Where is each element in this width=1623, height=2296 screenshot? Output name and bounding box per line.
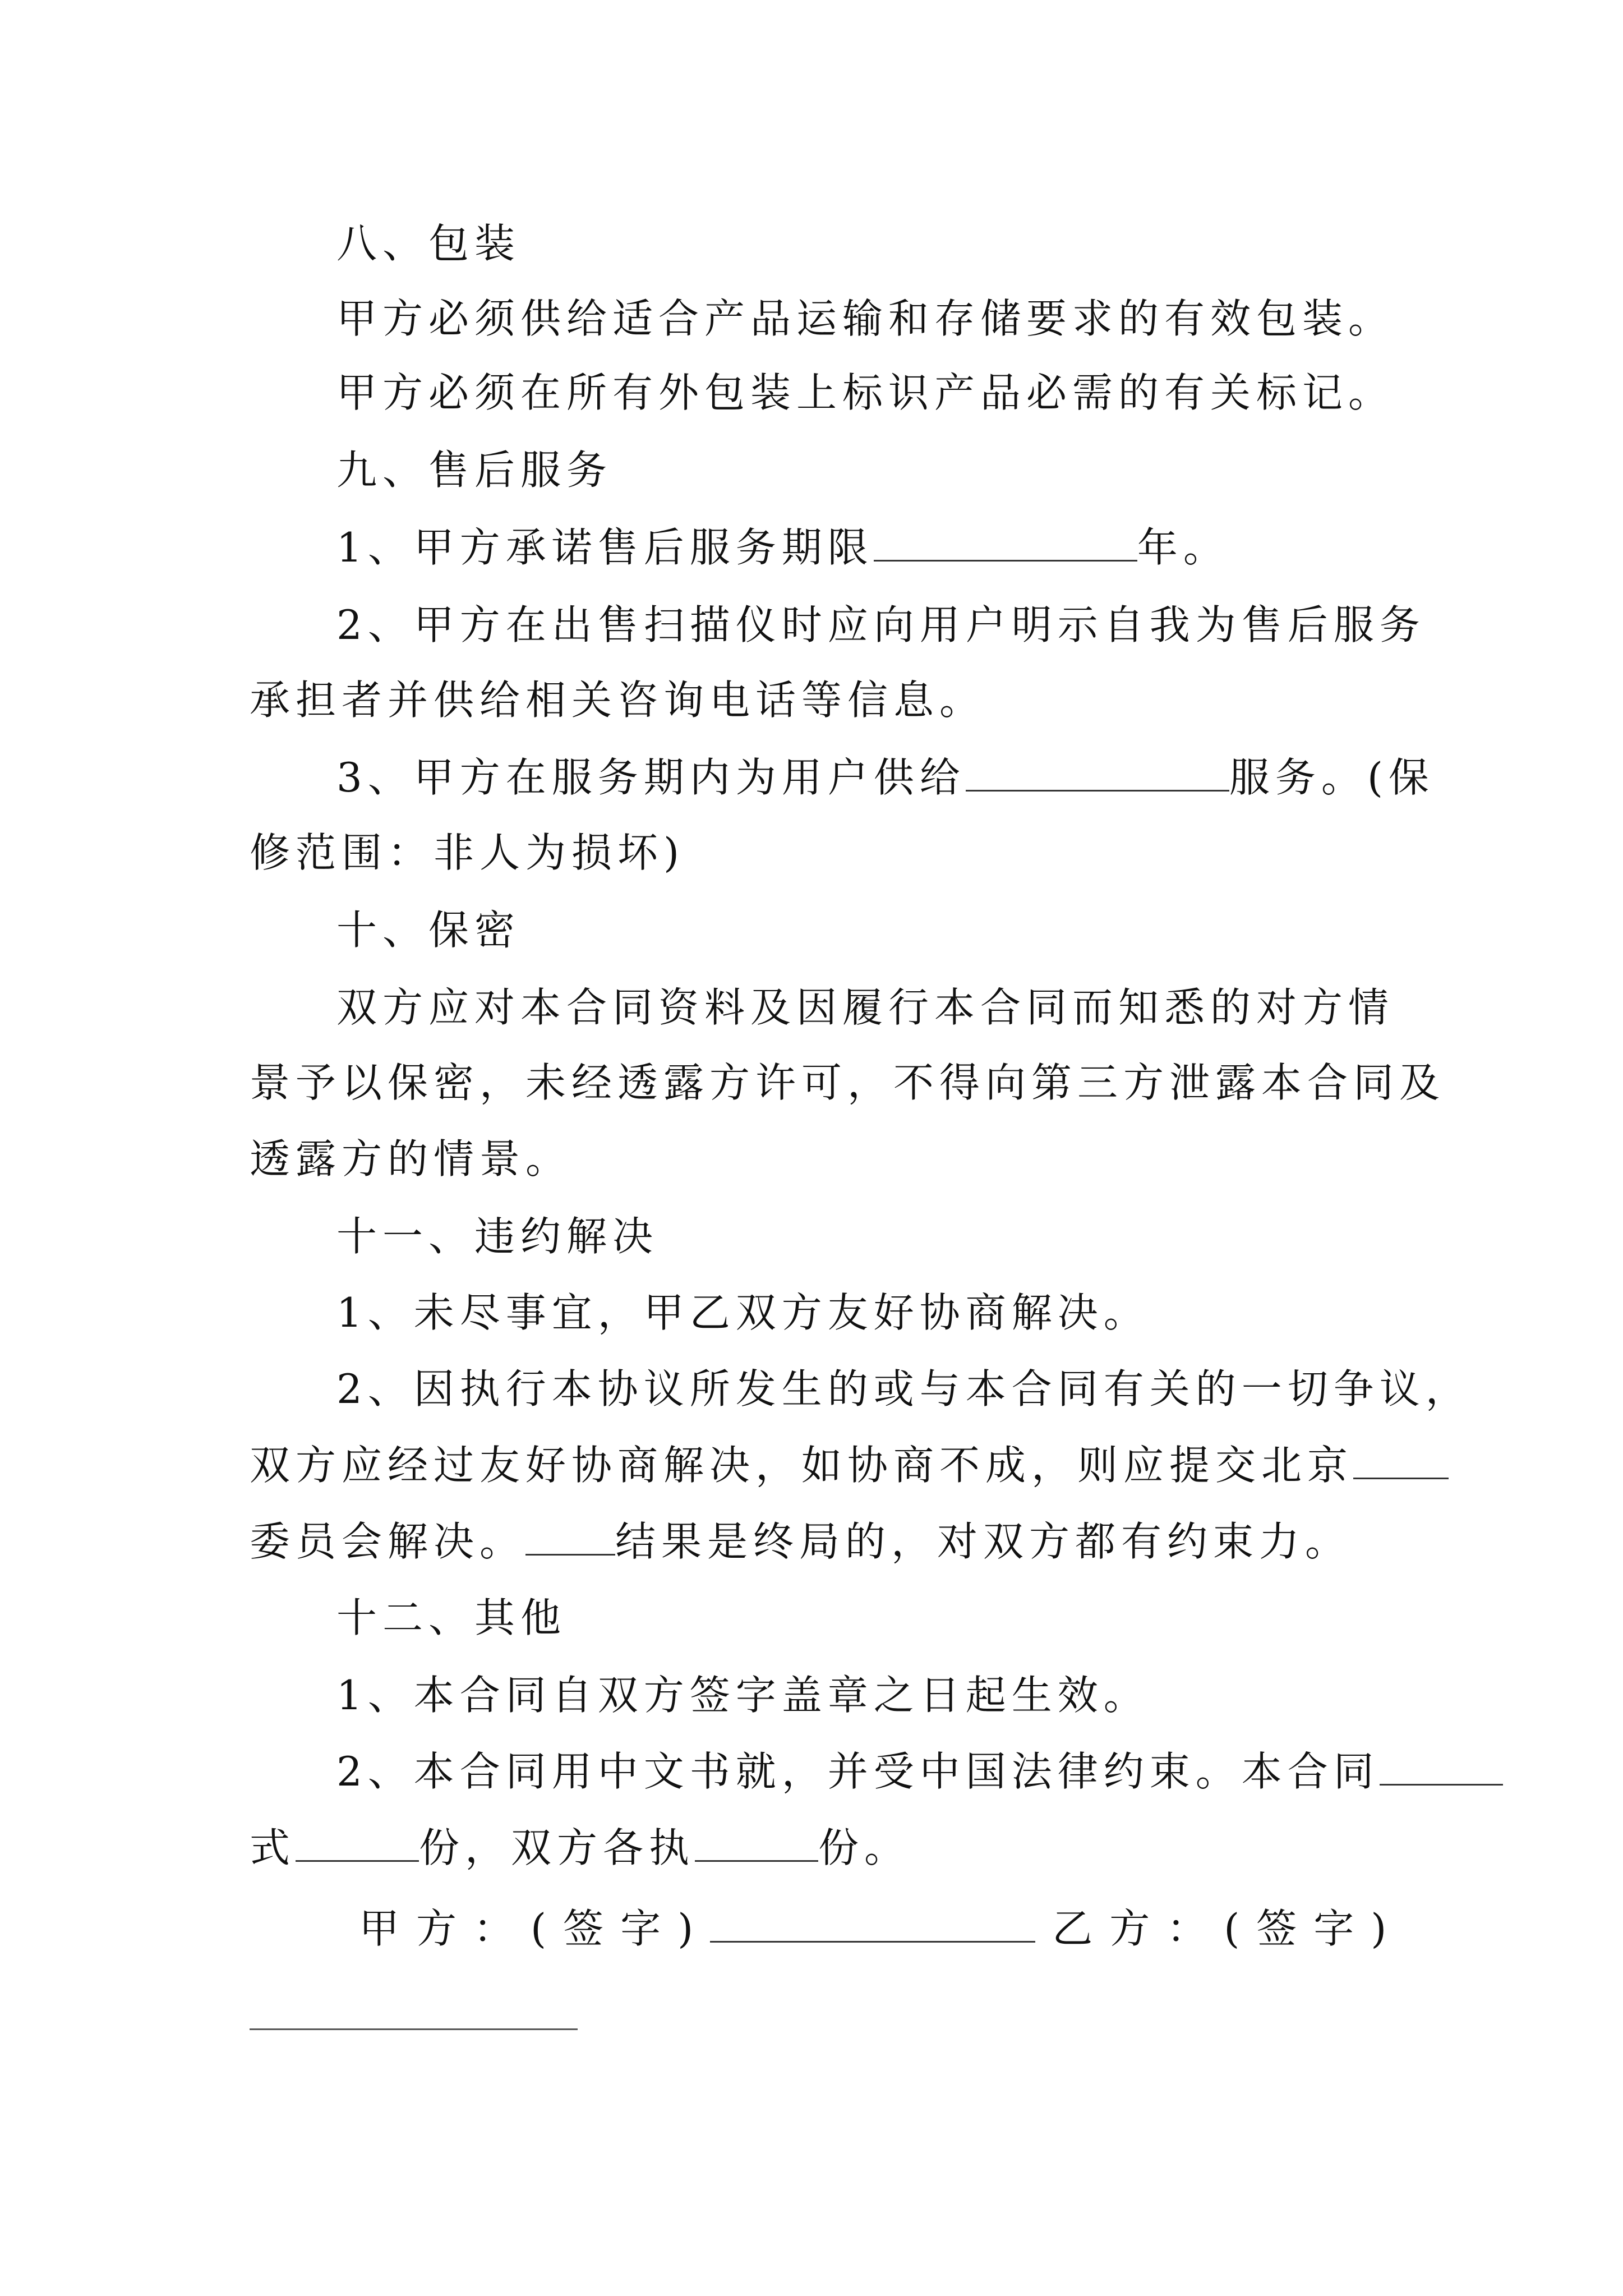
section-11-item-2-line-2-text: 双方应经过友好协商解决，如协商不成，则应提交北京 — [250, 1442, 1354, 1489]
party-b-signature-blank[interactable] — [250, 2028, 578, 2030]
section-12-item-2-middle: 份，双方各执 — [419, 1824, 695, 1871]
section-9-item-2-line-2: 承担者并供给相关咨询电话等信息。 — [250, 677, 986, 724]
section-10-line-1: 双方应对本合同资料及因履行本合同而知悉的对方情 — [336, 984, 1395, 1031]
service-content-blank[interactable] — [966, 755, 1229, 792]
section-9-item-1 — [336, 521, 1469, 574]
section-10-line-2: 景予以保密，未经透露方许可，不得向第三方泄露本合同及 — [250, 1059, 1446, 1106]
section-9-item-3-line-2: 修范围：非人为损坏) — [250, 829, 685, 876]
section-12-item-2-tail: 份。 — [818, 1824, 911, 1871]
section-9-item-1-text: 1、甲方承诺售后服务期限 — [336, 524, 874, 571]
service-years-blank[interactable] — [874, 525, 1137, 562]
section-9-item-2-line-1: 2、甲方在出售扫描仪时应向用户明示自我为售后服务 — [336, 601, 1426, 648]
party-a-signature-label: 甲方：(签字) — [359, 1905, 711, 1952]
section-10-heading: 十、保密 — [336, 907, 521, 954]
section-11-item-2-line-2 — [250, 1438, 1382, 1492]
section-11-heading: 十一、违约解决 — [336, 1213, 659, 1260]
section-11-item-1: 1、未尽事宜，甲乙双方友好协商解决。 — [336, 1289, 1150, 1336]
ruling-type-blank[interactable] — [525, 1519, 615, 1556]
arbitration-body-blank[interactable] — [1353, 1443, 1449, 1479]
section-9-item-3-tail: 服务。(保 — [1229, 754, 1435, 801]
section-11-item-2-line-3 — [250, 1515, 1382, 1568]
section-9-item-1-tail: 年。 — [1137, 524, 1229, 571]
section-12-item-2-prefix: 式 — [250, 1824, 296, 1871]
each-holds-blank[interactable] — [695, 1825, 818, 1862]
section-12-item-2-text: 2、本合同用中文书就，并受中国法律约束。本合同 — [336, 1748, 1380, 1795]
section-12-heading: 十二、其他 — [336, 1594, 567, 1641]
party-b-signature-label: 乙方：(签字) — [1052, 1905, 1404, 1952]
section-10-line-3: 透露方的情景。 — [250, 1135, 572, 1182]
section-8-para-1: 甲方必须供给适合产品运输和存储要求的有效包装。 — [336, 295, 1395, 342]
party-a-signature-blank[interactable] — [710, 1906, 1035, 1943]
section-12-item-2-line-1 — [336, 1745, 1469, 1798]
section-12-item-1: 1、本合同自双方签字盖章之日起生效。 — [336, 1672, 1150, 1719]
copy-count-blank[interactable] — [296, 1825, 419, 1862]
section-8-para-2: 甲方必须在所有外包装上标识产品必需的有关标记。 — [336, 369, 1395, 416]
section-9-heading: 九、售后服务 — [336, 447, 613, 494]
section-11-item-2-line-3-tail: 结果是终局的，对双方都有约束力。 — [615, 1518, 1352, 1565]
section-9-item-3-text: 3、甲方在服务期内为用户供给 — [336, 754, 966, 801]
signature-line — [359, 1902, 1403, 1955]
section-11-item-2-line-1: 2、因执行本协议所发生的或与本合同有关的一切争议， — [336, 1365, 1472, 1412]
section-12-item-2-line-2 — [250, 1821, 1382, 1875]
section-11-item-2-line-3-text: 委员会解决。 — [250, 1518, 526, 1565]
copy-type-blank[interactable] — [1380, 1749, 1503, 1786]
section-9-item-3-line-1 — [336, 751, 1469, 804]
section-8-heading: 八、包装 — [336, 220, 521, 267]
